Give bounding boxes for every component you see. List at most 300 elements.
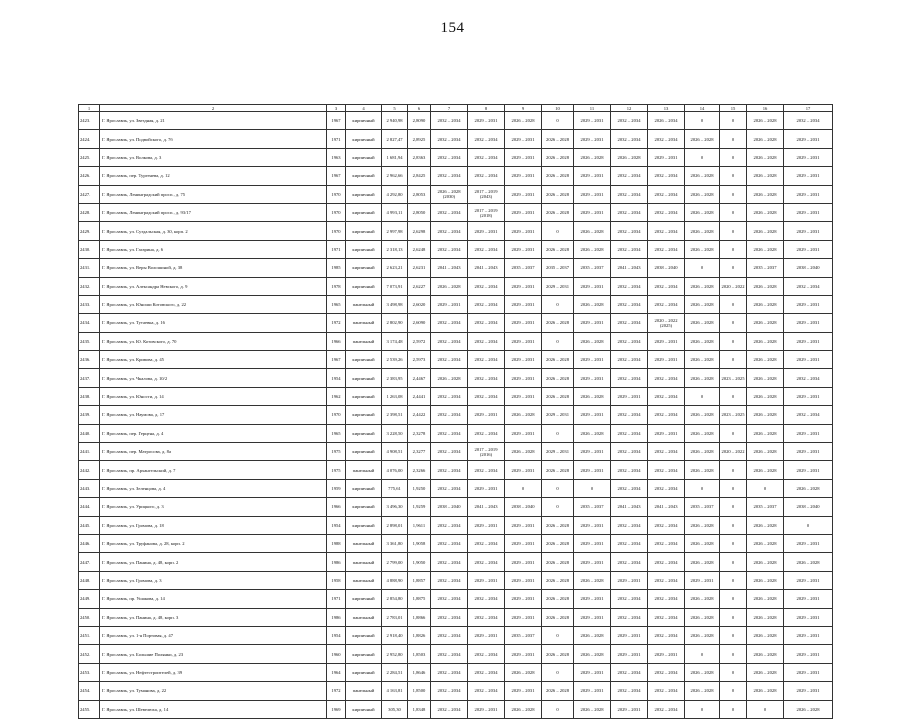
table-cell: 2029 – 2031: [574, 461, 611, 479]
address-cell: Г. Ярославль, ул. Подвойского, д. 7б: [100, 130, 327, 148]
table-cell: 2026 – 2028: [542, 351, 574, 369]
address-cell: Г. Ярославль, ул. Громова, д. 18: [100, 516, 327, 534]
table-cell: кирпичный: [346, 130, 382, 148]
table-cell: 2032 – 2034: [431, 645, 468, 663]
table-cell: 2032 – 2034: [611, 277, 648, 295]
table-cell: 2029 – 2031: [505, 148, 542, 166]
table-cell: 2032 – 2034: [468, 351, 505, 369]
row-number-cell: 2431.: [79, 259, 100, 277]
table-cell: 2026 – 2028: [574, 332, 611, 350]
table-cell: кирпичный: [346, 185, 382, 203]
table-cell: 2026 – 2028: [542, 553, 574, 571]
row-number-cell: 2437.: [79, 369, 100, 387]
table-cell: 2026 – 2028: [542, 130, 574, 148]
address-cell: Г. Ярославль, ул. Чкалова, д. 10/2: [100, 369, 327, 387]
table-cell: 2029 – 2031: [574, 277, 611, 295]
table-cell: 2029 – 2031: [574, 663, 611, 681]
table-cell: 2032 – 2034: [611, 203, 648, 221]
table-cell: 0: [720, 590, 747, 608]
table-cell: 0: [720, 259, 747, 277]
table-row: [79, 203, 833, 221]
column-header-5: 5: [382, 105, 408, 112]
table-cell: 2026 – 2028: [574, 645, 611, 663]
table-cell: 2026 – 2028: [542, 608, 574, 626]
table-cell: кирпичный: [346, 222, 382, 240]
table-cell: 2026 – 2028: [685, 277, 720, 295]
table-cell: 2032 – 2034: [431, 387, 468, 405]
table-cell: 2 997,98: [382, 222, 408, 240]
table-cell: 2032 – 2034: [611, 332, 648, 350]
table-cell: 2041 – 2043: [611, 498, 648, 516]
table-cell: 1,8646: [408, 663, 431, 681]
table-cell: 2026 – 2028: [431, 369, 468, 387]
table-cell: кирпичный: [346, 203, 382, 221]
table-cell: 1972: [327, 314, 346, 332]
table-cell: 2029 – 2031: [784, 130, 833, 148]
table-cell: 0: [720, 203, 747, 221]
table-cell: 1964: [327, 663, 346, 681]
table-cell: 2026 – 2028: [685, 682, 720, 700]
table-cell: 2029 – 2031: [468, 479, 505, 497]
table-cell: 1,8500: [408, 682, 431, 700]
table-cell: 2 898,01: [382, 516, 408, 534]
table-cell: 2 783,01: [382, 608, 408, 626]
address-cell: Г. Ярославль, пр. Ушакова, д. 14: [100, 590, 327, 608]
table-cell: 0: [574, 479, 611, 497]
table-cell: 2026 – 2028: [784, 553, 833, 571]
column-header-17: 17: [784, 105, 833, 112]
table-cell: 1,8826: [408, 626, 431, 644]
table-cell: 2026 – 2028: [685, 626, 720, 644]
table-cell: 1,9250: [408, 479, 431, 497]
table-cell: 2026 – 2028: [505, 443, 542, 461]
table-cell: 2029 – 2031: [505, 277, 542, 295]
table-cell: 2038 – 2040: [505, 498, 542, 516]
table-cell: 2 799,00: [382, 553, 408, 571]
table-cell: 2026 – 2028: [611, 148, 648, 166]
table-cell: 2032 – 2034: [648, 553, 685, 571]
row-number-cell: 2435.: [79, 332, 100, 350]
table-cell: 0: [720, 700, 747, 718]
table-cell: 2026 – 2028: [747, 295, 784, 313]
table-cell: 2026 – 2028: [542, 203, 574, 221]
table-cell: 0: [720, 645, 747, 663]
table-cell: 2026 – 2028: [574, 626, 611, 644]
address-cell: Г. Ярославль, ул. Наумова, д. 17: [100, 406, 327, 424]
column-header-11: 11: [574, 105, 611, 112]
table-cell: 2026 – 2028: [747, 351, 784, 369]
table-cell: 2041 – 2043: [648, 498, 685, 516]
table-cell: 2026 – 2028: [574, 424, 611, 442]
table-cell: 2029 – 2031: [505, 590, 542, 608]
table-cell: 2032 – 2034: [468, 387, 505, 405]
table-cell: 2032 – 2034: [784, 369, 833, 387]
table-cell: 2032 – 2034: [648, 534, 685, 552]
table-cell: 2032 – 2034: [611, 553, 648, 571]
table-cell: панельный: [346, 682, 382, 700]
table-cell: 2026 – 2028: [542, 387, 574, 405]
table-cell: 2032 – 2034: [611, 608, 648, 626]
table-cell: кирпичный: [346, 626, 382, 644]
table-cell: 0: [720, 626, 747, 644]
table-cell: 2029 – 2031: [574, 185, 611, 203]
table-cell: 2026 – 2028: [747, 222, 784, 240]
table-cell: 0: [720, 112, 747, 130]
table-cell: 2032 – 2034: [648, 516, 685, 534]
table-cell: 2026 – 2028: [685, 369, 720, 387]
table-cell: 0: [685, 259, 720, 277]
table-body: [79, 112, 833, 719]
table-cell: 2035 – 2037: [685, 498, 720, 516]
table-row: [79, 387, 833, 405]
address-cell: Г. Ярославль, ул. Веры Волошиной, д. 38: [100, 259, 327, 277]
table-cell: 2029 – 2031: [542, 406, 574, 424]
table-cell: 3 361,80: [382, 534, 408, 552]
row-number-cell: 2454.: [79, 682, 100, 700]
table-cell: 2029 – 2031: [784, 645, 833, 663]
table-cell: 2026 – 2034: [648, 112, 685, 130]
row-number-cell: 2441.: [79, 443, 100, 461]
table-cell: 2029 – 2031: [468, 406, 505, 424]
table-cell: 0: [720, 240, 747, 258]
table-cell: 2032 – 2034: [468, 130, 505, 148]
table-row: [79, 682, 833, 700]
table-cell: 2026 – 2028: [542, 185, 574, 203]
table-cell: 2032 – 2034: [431, 112, 468, 130]
table-cell: 2026 – 2028: [685, 130, 720, 148]
row-number-cell: 2438.: [79, 387, 100, 405]
table-cell: 2032 – 2034: [468, 277, 505, 295]
table-cell: 2032 – 2034: [431, 203, 468, 221]
table-cell: 2029 – 2031: [542, 277, 574, 295]
row-number-cell: 2450.: [79, 608, 100, 626]
row-number-cell: 2445.: [79, 516, 100, 534]
table-cell: 1,9050: [408, 553, 431, 571]
table-cell: 775,61: [382, 479, 408, 497]
table-cell: 2032 – 2034: [468, 682, 505, 700]
address-cell: Г. Ярославль, ул. Суздальская, д. 30, корп. 2: [100, 222, 327, 240]
table-cell: 2026 – 2028: [747, 608, 784, 626]
table-cell: 2029 – 2031: [468, 626, 505, 644]
table-cell: 1960: [327, 645, 346, 663]
table-cell: 2029 – 2031: [784, 295, 833, 313]
table-cell: 2032 – 2034: [648, 406, 685, 424]
table-cell: 2026 – 2028: [542, 516, 574, 534]
table-cell: 2041 – 2043: [431, 259, 468, 277]
row-number-cell: 2430.: [79, 240, 100, 258]
table-cell: кирпичный: [346, 259, 382, 277]
table-cell: 2 318,13: [382, 240, 408, 258]
table-cell: 2032 – 2034: [431, 534, 468, 552]
table-cell: 2029 – 2031: [784, 332, 833, 350]
table-cell: 2032 – 2034: [468, 167, 505, 185]
table-cell: 2029 – 2031: [505, 314, 542, 332]
table-cell: 0: [685, 700, 720, 718]
table-cell: 2026 – 2028: [574, 148, 611, 166]
address-cell: Г. Ярославль, ул. Александра Невского, д. 9: [100, 277, 327, 295]
table-cell: 2026 – 2028: [747, 387, 784, 405]
table-cell: 4 993,11: [382, 203, 408, 221]
table-cell: 0: [784, 516, 833, 534]
table-cell: 0: [685, 645, 720, 663]
table-cell: 2029 – 2031: [784, 571, 833, 589]
table-cell: панельный: [346, 314, 382, 332]
table-cell: 2026 – 2028: [685, 167, 720, 185]
address-cell: Г. Ярославль, пер. Герцена, д. 4: [100, 424, 327, 442]
table-cell: кирпичный: [346, 700, 382, 718]
table-cell: 2029 – 2031: [784, 351, 833, 369]
table-cell: 2029 – 2031: [505, 424, 542, 442]
table-cell: 1971: [327, 240, 346, 258]
table-cell: 2032 – 2034: [468, 645, 505, 663]
table-cell: 2026 – 2028: [542, 461, 574, 479]
table-cell: 2032 – 2034: [648, 203, 685, 221]
table-cell: 4 076,00: [382, 461, 408, 479]
table-cell: 0: [720, 130, 747, 148]
table-cell: 2026 – 2028: [542, 314, 574, 332]
table-cell: 2032 – 2034: [611, 167, 648, 185]
table-row: [79, 148, 833, 166]
table-cell: 2026 – 2028: [747, 332, 784, 350]
table-row: [79, 369, 833, 387]
table-row: [79, 351, 833, 369]
table-cell: 2026 – 2028: [747, 663, 784, 681]
table-cell: 0: [720, 424, 747, 442]
column-header-13: 13: [648, 105, 685, 112]
table-cell: 1959: [327, 479, 346, 497]
table-cell: 2029 – 2031: [784, 663, 833, 681]
table-cell: 2032 – 2034: [468, 148, 505, 166]
table-cell: 2038 – 2040: [648, 259, 685, 277]
table-cell: 1965: [327, 424, 346, 442]
column-header-2: 2: [100, 105, 327, 112]
table-cell: 0: [542, 332, 574, 350]
table-cell: 2026 – 2028: [685, 203, 720, 221]
table-cell: панельный: [346, 571, 382, 589]
table-cell: 2026 – 2028: [747, 369, 784, 387]
table-cell: 2029 – 2031: [648, 332, 685, 350]
table-cell: 2026 – 2028: [747, 590, 784, 608]
table-cell: 1966: [327, 498, 346, 516]
table-cell: 2032 – 2034: [648, 461, 685, 479]
table-cell: 1,8866: [408, 608, 431, 626]
table-cell: 2026 – 2028: [747, 167, 784, 185]
table-cell: 2029 – 2031: [574, 516, 611, 534]
table-cell: 2026 – 2028: [542, 148, 574, 166]
table-cell: 2026 – 2028: [542, 571, 574, 589]
column-header-10: 10: [542, 105, 574, 112]
table-cell: 1,8348: [408, 700, 431, 718]
row-number-cell: 2426.: [79, 167, 100, 185]
table-cell: 2032 – 2034: [648, 590, 685, 608]
table-cell: 0: [720, 534, 747, 552]
table-cell: 2026 – 2028: [685, 608, 720, 626]
table-row: [79, 222, 833, 240]
table-cell: 2029 – 2031: [574, 682, 611, 700]
table-header: [79, 105, 833, 112]
table-cell: 0: [720, 516, 747, 534]
table-cell: кирпичный: [346, 645, 382, 663]
table-cell: 2029 – 2031: [784, 682, 833, 700]
table-cell: кирпичный: [346, 387, 382, 405]
address-cell: Г. Ярославль, ул. Ю. Котовского, д. 70: [100, 332, 327, 350]
table-cell: 2026 – 2028: [685, 424, 720, 442]
table-cell: 2041 – 2043: [468, 259, 505, 277]
table-cell: 2029 – 2031: [784, 240, 833, 258]
table-cell: 2029 – 2031: [574, 608, 611, 626]
table-cell: 2032 – 2034: [431, 663, 468, 681]
table-cell: 2026 – 2028: [542, 240, 574, 258]
repair-schedule-table: [78, 104, 833, 719]
table-cell: 2026 – 2028: [542, 534, 574, 552]
table-cell: 1958: [327, 571, 346, 589]
table-cell: 2032 – 2034: [611, 295, 648, 313]
row-number-cell: 2453.: [79, 663, 100, 681]
schedule-table-container: [78, 104, 832, 719]
table-cell: 2029 – 2031: [611, 387, 648, 405]
table-cell: 2026 – 2028: [747, 534, 784, 552]
table-cell: 2035 – 2037: [574, 498, 611, 516]
table-cell: 2 284,51: [382, 663, 408, 681]
table-row: [79, 295, 833, 313]
address-cell: Г. Ярославль, ул. Гагарина, д. 6: [100, 240, 327, 258]
table-cell: 2032 – 2034: [648, 167, 685, 185]
table-cell: кирпичный: [346, 443, 382, 461]
table-cell: 2026 – 2028: [747, 240, 784, 258]
table-cell: 2032 – 2034: [648, 277, 685, 295]
table-cell: 2 623,21: [382, 259, 408, 277]
table-cell: 1967: [327, 167, 346, 185]
table-cell: 2,4441: [408, 387, 431, 405]
table-cell: 2026 – 2028: [747, 148, 784, 166]
table-cell: 2,6231: [408, 259, 431, 277]
table-cell: 2032 – 2034: [611, 516, 648, 534]
table-cell: 1954: [327, 626, 346, 644]
table-cell: 2032 – 2034: [468, 590, 505, 608]
table-cell: 2026 – 2028: [574, 700, 611, 718]
table-cell: 2032 – 2034: [431, 240, 468, 258]
table-cell: 2029 – 2031: [648, 424, 685, 442]
table-cell: 2,6020: [408, 295, 431, 313]
row-number-cell: 2432.: [79, 277, 100, 295]
table-cell: 2029 – 2031: [505, 295, 542, 313]
table-row: [79, 461, 833, 479]
address-cell: Г. Ярославль, ул. 1-я Портовая, д. 47: [100, 626, 327, 644]
table-cell: 2029 – 2031: [574, 590, 611, 608]
table-cell: 1975: [327, 461, 346, 479]
table-cell: 2026 – 2028 (2030): [431, 185, 468, 203]
table-cell: 1,9058: [408, 534, 431, 552]
table-cell: панельный: [346, 553, 382, 571]
table-row: [79, 534, 833, 552]
table-row: [79, 663, 833, 681]
table-cell: 2032 – 2034: [611, 112, 648, 130]
address-cell: Г. Ярославль, ул. Волкова, д. 3: [100, 148, 327, 166]
table-cell: 2 918,40: [382, 626, 408, 644]
address-cell: Г. Ярославль, ул. Кривова, д. 45: [100, 351, 327, 369]
table-cell: 2035 – 2037: [747, 498, 784, 516]
table-cell: 2029 – 2031: [505, 461, 542, 479]
table-cell: 1986: [327, 553, 346, 571]
table-cell: 2026 – 2028: [505, 663, 542, 681]
table-cell: 2017 – 2019 (2016): [468, 443, 505, 461]
table-cell: 2029 – 2031: [784, 203, 833, 221]
table-cell: 2026 – 2028: [685, 443, 720, 461]
table-cell: 2032 – 2034: [431, 167, 468, 185]
address-cell: Г. Ярославль, ул. Труфанова, д. 28, корп. 2: [100, 534, 327, 552]
table-cell: 2026 – 2028: [574, 295, 611, 313]
table-cell: 0: [542, 626, 574, 644]
table-cell: 2029 – 2031: [468, 700, 505, 718]
table-cell: 2,5973: [408, 351, 431, 369]
table-cell: 2032 – 2034: [611, 185, 648, 203]
table-cell: 2029 – 2031: [505, 553, 542, 571]
table-cell: 2026 – 2028: [747, 203, 784, 221]
table-cell: 0: [720, 222, 747, 240]
table-cell: 1 681,94: [382, 148, 408, 166]
table-cell: 4 888,90: [382, 571, 408, 589]
table-cell: 3 498,98: [382, 295, 408, 313]
table-cell: 2026 – 2028: [542, 682, 574, 700]
row-number-cell: 2449.: [79, 590, 100, 608]
address-cell: Г. Ярославль, пер. Матросова, д. 8а: [100, 443, 327, 461]
table-cell: 1970: [327, 222, 346, 240]
table-cell: 2026 – 2028: [685, 332, 720, 350]
table-cell: 2029 – 2031: [574, 351, 611, 369]
table-cell: 0: [542, 700, 574, 718]
table-cell: 2026 – 2028: [747, 406, 784, 424]
table-cell: 2,3278: [408, 424, 431, 442]
table-cell: 0: [542, 479, 574, 497]
table-cell: 2026 – 2028: [431, 277, 468, 295]
table-cell: 2032 – 2034: [431, 314, 468, 332]
table-cell: 2026 – 2028: [747, 185, 784, 203]
table-cell: 1,8875: [408, 590, 431, 608]
row-number-cell: 2446.: [79, 534, 100, 552]
table-cell: кирпичный: [346, 590, 382, 608]
address-cell: Г. Ярославль, ул. Зеленцова, д. 4: [100, 479, 327, 497]
table-cell: 2020 – 2022: [720, 277, 747, 295]
table-cell: 2035 – 2037: [542, 259, 574, 277]
table-cell: 2,8053: [408, 185, 431, 203]
table-cell: 2026 – 2028: [747, 553, 784, 571]
table-cell: 2029 – 2031: [574, 553, 611, 571]
table-row: [79, 277, 833, 295]
row-number-cell: 2434.: [79, 314, 100, 332]
table-cell: 2029 – 2031: [505, 240, 542, 258]
table-cell: кирпичный: [346, 240, 382, 258]
row-number-cell: 2425.: [79, 148, 100, 166]
table-cell: 2029 – 2031: [505, 608, 542, 626]
table-cell: 2032 – 2034: [468, 314, 505, 332]
table-row: [79, 645, 833, 663]
table-row: [79, 259, 833, 277]
table-cell: 2029 – 2031: [685, 571, 720, 589]
table-cell: 2026 – 2028: [685, 461, 720, 479]
table-cell: 1970: [327, 185, 346, 203]
table-cell: 2020 – 2022: [720, 443, 747, 461]
table-cell: 2026 – 2028: [542, 645, 574, 663]
table-cell: 2032 – 2034: [611, 663, 648, 681]
table-cell: 2029 – 2031: [784, 148, 833, 166]
table-cell: 2035 – 2037: [505, 259, 542, 277]
table-cell: 0: [720, 314, 747, 332]
table-cell: панельный: [346, 461, 382, 479]
table-cell: 2032 – 2034: [648, 663, 685, 681]
table-cell: 2026 – 2028: [685, 406, 720, 424]
address-cell: Г. Ярославль, ул. Урицкого, д. 3: [100, 498, 327, 516]
table-cell: 1967: [327, 112, 346, 130]
